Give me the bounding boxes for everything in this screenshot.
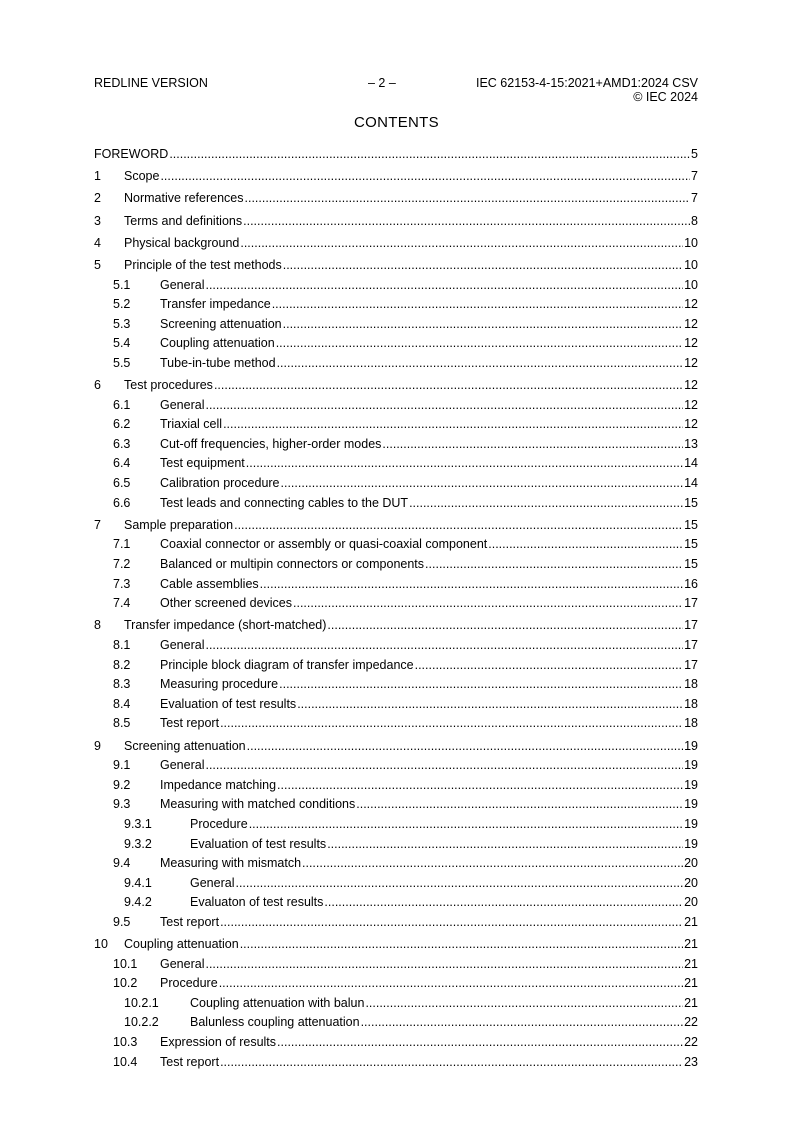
dot-leader [277,354,684,374]
table-of-contents [94,145,698,1072]
dot-leader [220,714,683,734]
dot-leader [240,935,683,955]
toc-entry[interactable] [94,935,698,955]
toc-entry-label: General [160,397,205,412]
toc-entry[interactable] [94,212,698,232]
toc-entry-page: 12 [684,355,698,370]
toc-entry[interactable] [94,575,698,595]
dot-leader [219,974,683,994]
dot-leader [283,256,683,276]
toc-entry-number: 10.2.2 [124,1015,159,1030]
dot-leader [277,776,683,796]
toc-entry-label: Sample preparation [124,517,234,532]
toc-entry-label: Procedure [190,816,248,831]
dot-leader [293,594,683,614]
toc-entry[interactable] [94,474,698,494]
dot-leader [361,1013,684,1033]
toc-entry-page: 12 [684,316,698,331]
toc-entry-number: 8.2 [113,657,131,672]
toc-entry[interactable] [94,454,698,474]
dot-leader [281,474,684,494]
toc-entry-page: 21 [684,914,698,929]
toc-entry-number: 10.1 [113,956,138,971]
toc-entry-number: 10 [94,937,108,952]
toc-entry-label: Impedance matching [160,777,277,792]
toc-entry-page: 23 [684,1054,698,1069]
toc-entry-number: 7.1 [113,537,131,552]
toc-entry-page: 17 [684,596,698,611]
toc-entry-label: Cut-off frequencies, higher-order modes [160,436,382,451]
toc-entry-label: Tube-in-tube method [160,355,276,370]
toc-entry-label: Coaxial connector or assembly or quasi-coaxial component [160,537,488,552]
toc-entry-label: Normative references [124,191,244,206]
toc-entry-number: 9.2 [113,777,131,792]
toc-entry[interactable] [94,893,698,913]
dot-leader [205,756,683,776]
toc-entry-page: 12 [684,397,698,412]
toc-entry-label: Triaxial cell [160,417,223,432]
dot-leader [205,636,683,656]
dot-leader [425,555,683,575]
toc-entry-page: 21 [684,976,698,991]
dot-leader [246,454,683,474]
toc-entry-page: 20 [684,895,698,910]
toc-entry-number: 5.1 [113,277,131,292]
dot-leader [205,396,683,416]
toc-entry-number: 9.3.1 [124,816,152,831]
toc-entry[interactable] [94,1053,698,1073]
toc-entry[interactable] [94,656,698,676]
toc-entry-number: 2 [94,191,101,206]
dot-leader [276,334,683,354]
toc-entry[interactable] [94,555,698,575]
toc-entry-label: Principle block diagram of transfer impedance [160,657,414,672]
dot-leader [223,415,683,435]
toc-entry-number: 7.4 [113,596,131,611]
toc-entry-page: 19 [684,758,698,773]
toc-entry-page: 17 [684,657,698,672]
toc-entry[interactable] [94,815,698,835]
header-standard-id: IEC 62153-4-15:2021+AMD1:2024 CSV [475,76,698,90]
dot-leader [415,656,683,676]
toc-entry[interactable] [94,295,698,315]
dot-leader [382,435,683,455]
toc-entry[interactable] [94,913,698,933]
toc-entry[interactable] [94,795,698,815]
toc-entry-page: 18 [684,677,698,692]
toc-entry[interactable] [94,737,698,757]
dot-leader [302,854,683,874]
toc-entry-label: Screening attenuation [124,738,246,753]
toc-entry[interactable] [94,594,698,614]
toc-entry-number: 9.5 [113,914,131,929]
dot-leader [249,815,683,835]
toc-entry-page: 14 [684,476,698,491]
toc-entry-label: Principle of the test methods [124,257,282,272]
toc-entry-number: 9.3.2 [124,836,152,851]
toc-entry-page: 17 [684,618,698,633]
toc-entry-page: 22 [684,1015,698,1030]
dot-leader [240,234,683,254]
toc-entry-label: General [160,956,205,971]
header-page-number: – 2 – [368,76,396,90]
toc-entry-label: General [160,638,205,652]
toc-entry-number: 9.4 [113,856,131,871]
toc-entry-page: 13 [684,436,698,451]
toc-entry[interactable] [94,1013,698,1033]
toc-entry-number: 9 [94,738,101,753]
toc-entry-number: 10.4 [113,1054,138,1069]
toc-entry-number: 6.5 [113,476,131,491]
dot-leader [356,795,683,815]
toc-entry-label: Other screened devices [160,596,293,611]
toc-entry[interactable] [94,396,698,416]
toc-entry-page: 14 [684,456,698,471]
toc-entry-number: 7.3 [113,576,131,591]
toc-entry-number: 9.4.2 [124,895,152,910]
toc-entry-page: 15 [684,495,698,510]
toc-entry-number: 9.1 [113,758,131,773]
toc-entry[interactable] [94,435,698,455]
toc-entry[interactable] [94,276,698,296]
toc-entry-label: Test equipment [160,456,245,471]
toc-entry-page: 20 [684,856,698,871]
dot-leader [327,616,683,636]
dot-leader [324,893,683,913]
toc-entry-page: 10 [684,235,698,250]
toc-entry-label: Calibration procedure [160,476,280,491]
dot-leader [234,516,683,536]
toc-entry-page: 15 [684,517,698,532]
toc-entry-label: FOREWORD [94,147,169,161]
dot-leader [220,913,683,933]
toc-entry-label: Evaluation of test results [160,696,297,711]
toc-entry-number: 10.2.1 [124,995,159,1010]
toc-entry-number: 10.2 [113,976,138,991]
toc-entry[interactable] [94,616,698,636]
toc-entry[interactable] [94,1033,698,1053]
toc-entry-label: Coupling attenuation with balun [190,995,365,1010]
dot-leader [214,376,683,396]
toc-entry-number: 9.3 [113,797,131,812]
dot-leader [243,212,690,232]
toc-entry-number: 6.3 [113,436,131,451]
toc-entry-number: 8.4 [113,696,131,711]
header-copyright: © IEC 2024 [633,90,698,104]
dot-leader [365,994,683,1014]
toc-entry[interactable] [94,376,698,396]
dot-leader [205,276,683,296]
dot-leader [245,189,691,209]
toc-entry-number: 8.5 [113,716,131,731]
header-right [476,76,698,104]
toc-entry-page: 8 [691,213,698,228]
toc-entry-number: 6.1 [113,397,131,412]
toc-entry[interactable] [94,315,698,335]
toc-entry-label: Expression of results [160,1035,277,1050]
toc-entry-page: 18 [684,696,698,711]
toc-entry-page: 10 [684,277,698,292]
toc-entry[interactable] [94,994,698,1014]
toc-entry-number: 5 [94,257,101,272]
toc-entry-label: Balanced or multipin connectors or components [160,557,425,572]
toc-entry-label: Balunless coupling attenuation [190,1015,360,1030]
dot-leader [160,167,690,187]
toc-entry[interactable] [94,854,698,874]
toc-entry-number: 1 [94,169,101,184]
toc-entry-number: 5.4 [113,336,131,351]
toc-entry-label: Test procedures [124,378,213,393]
toc-entry[interactable] [94,756,698,776]
toc-entry[interactable] [94,167,698,187]
dot-leader [283,315,683,335]
toc-entry-label: Test report [160,716,220,731]
toc-entry-number: 3 [94,213,101,228]
toc-entry[interactable] [94,776,698,796]
toc-entry-page: 19 [684,836,698,851]
toc-entry[interactable] [94,415,698,435]
toc-entry-page: 19 [684,797,698,812]
toc-entry-label: Transfer impedance [160,297,271,312]
toc-entry-label: General [160,277,205,292]
toc-entry-label: Measuring with mismatch [160,856,302,871]
toc-entry-page: 21 [684,956,698,971]
toc-entry-page: 15 [684,537,698,552]
toc-entry[interactable] [94,636,698,656]
toc-entry-page: 18 [684,716,698,731]
toc-entry-number: 8 [94,618,101,633]
toc-entry[interactable] [94,354,698,374]
dot-leader [279,675,683,695]
toc-entry-label: Physical background [124,235,240,250]
toc-entry-label: Procedure [160,976,218,991]
toc-entry-label: General [160,758,205,773]
toc-entry-number: 4 [94,235,101,250]
toc-entry-number: 5.2 [113,297,131,312]
header-left: REDLINE VERSION [94,76,208,90]
toc-entry-label: Terms and definitions [124,213,243,228]
dot-leader [327,835,683,855]
dot-leader [220,1053,683,1073]
toc-entry-label: General [190,875,235,890]
toc-entry-number: 7 [94,517,101,532]
toc-entry-number: 9.4.1 [124,875,152,890]
toc-entry[interactable] [94,695,698,715]
toc-entry-number: 5.5 [113,355,131,370]
page-title: CONTENTS [354,114,439,131]
toc-entry-label: Measuring procedure [160,677,279,692]
toc-entry[interactable] [94,835,698,855]
toc-entry-page: 5 [691,147,698,161]
dot-leader [235,874,683,894]
dot-leader [409,494,683,514]
toc-entry-number: 5.3 [113,316,131,331]
toc-entry[interactable] [94,234,698,254]
toc-entry-page: 19 [684,738,698,753]
dot-leader [169,145,690,165]
toc-entry-number: 6.6 [113,495,131,510]
toc-entry-label: Coupling attenuation [160,336,275,351]
toc-entry-label: Cable assemblies [160,576,259,591]
toc-entry-label: Transfer impedance (short-matched) [124,618,327,633]
toc-entry[interactable] [94,145,698,165]
toc-entry-page: 19 [684,816,698,831]
toc-entry-page: 21 [684,937,698,952]
dot-leader [488,535,683,555]
toc-entry-number: 6 [94,378,101,393]
toc-entry-page: 12 [684,336,698,351]
toc-entry-label: Evaluation of test results [190,836,327,851]
toc-entry[interactable] [94,494,698,514]
toc-entry-page: 15 [684,557,698,572]
toc-entry[interactable] [94,189,698,209]
toc-entry[interactable] [94,955,698,975]
toc-entry[interactable] [94,334,698,354]
toc-entry-label: Screening attenuation [160,316,282,331]
toc-entry-label: Test report [160,1054,220,1069]
toc-entry-number: 10.3 [113,1035,138,1050]
dot-leader [272,295,683,315]
toc-entry-number: 8.1 [113,638,131,652]
toc-entry-page: 12 [684,417,698,432]
toc-entry-label: Coupling attenuation [124,937,239,952]
toc-entry-page: 12 [684,378,698,393]
toc-entry-page: 7 [691,191,698,206]
toc-entry-page: 12 [684,297,698,312]
toc-entry-page: 16 [684,576,698,591]
toc-entry-page: 10 [684,257,698,272]
toc-entry-number: 8.3 [113,677,131,692]
toc-entry-page: 17 [684,638,698,652]
toc-entry-number: 6.2 [113,417,131,432]
toc-entry-page: 20 [684,875,698,890]
toc-entry-label: Scope [124,169,160,184]
toc-entry-label: Test leads and connecting cables to the DUT [160,495,409,510]
toc-entry[interactable] [94,874,698,894]
toc-entry-number: 6.4 [113,456,131,471]
toc-entry-label: Evaluaton of test results [190,895,324,910]
toc-entry-page: 22 [684,1035,698,1050]
toc-entry[interactable] [94,714,698,734]
toc-entry-label: Measuring with matched conditions [160,797,356,812]
toc-entry[interactable] [94,516,698,536]
dot-leader [277,1033,683,1053]
toc-entry-page: 19 [684,777,698,792]
dot-leader [205,955,683,975]
toc-entry-page: 7 [691,169,698,184]
toc-entry[interactable] [94,675,698,695]
toc-entry[interactable] [94,974,698,994]
toc-entry-label: Test report [160,914,220,929]
dot-leader [297,695,683,715]
dot-leader [247,737,683,757]
toc-entry-page: 21 [684,995,698,1010]
dot-leader [260,575,683,595]
toc-entry-number: 7.2 [113,557,131,572]
toc-entry[interactable] [94,256,698,276]
toc-entry[interactable] [94,535,698,555]
